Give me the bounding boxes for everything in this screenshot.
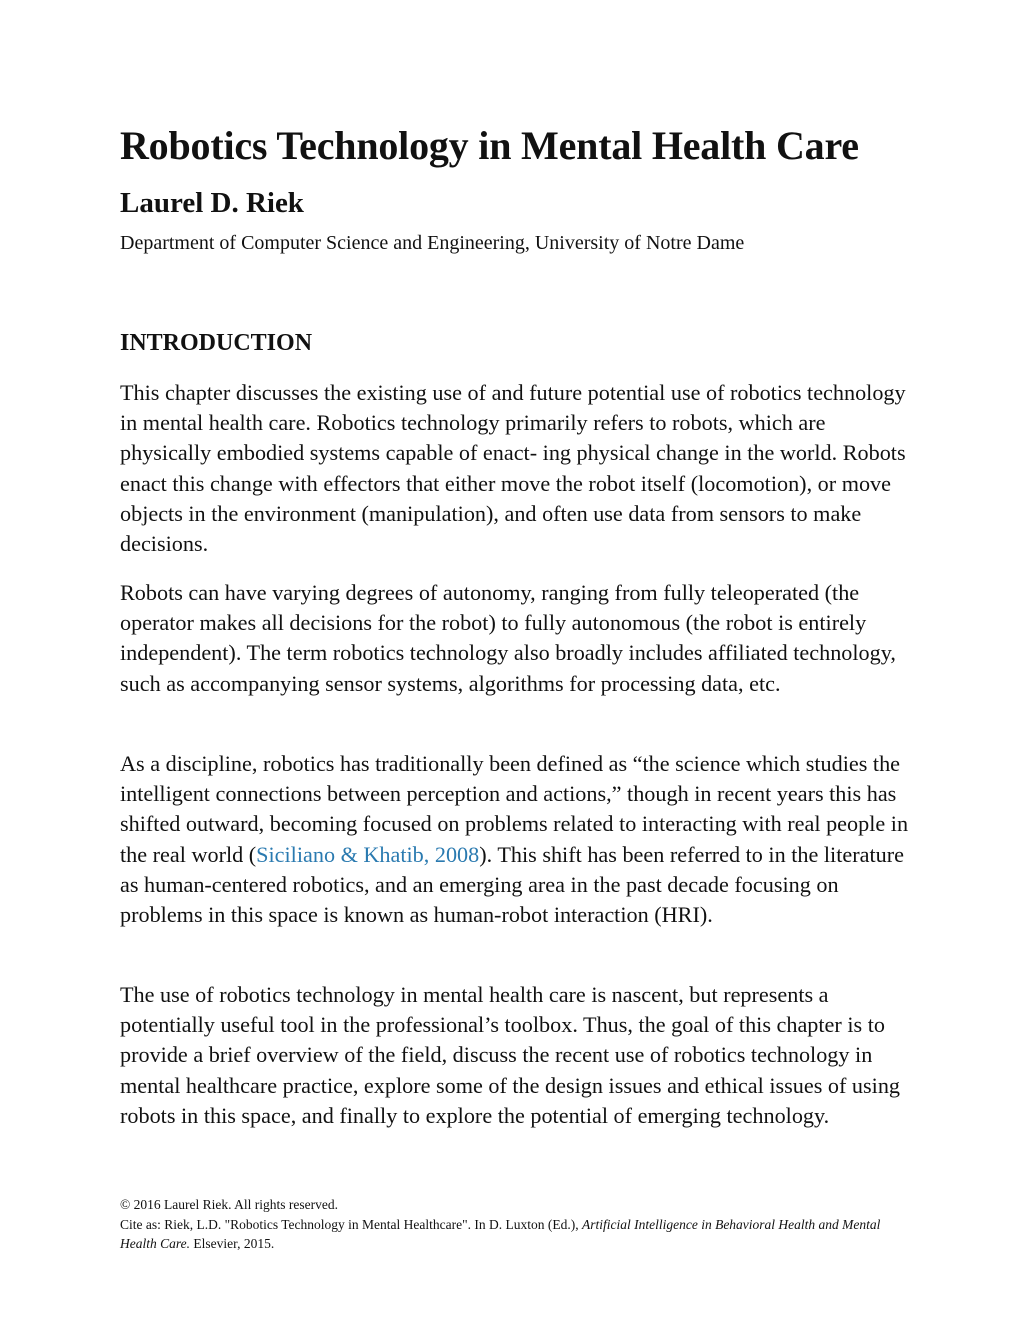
citation-link[interactable]: Siciliano & Khatib, 2008 — [256, 841, 480, 867]
intro-paragraph-1: This chapter discusses the existing use of and future potential use of robotics technology in mental health care. Robotics technology primarily refers to robots, which are physically embodied systems capable of enact- ing physical change in the world. Robots enact this change with effectors that either move the robot itself (locomotion), or move objects in the environment (manipulation), and often use data from sensors to make decisions. — [120, 380, 906, 557]
paragraph-text: ). This shift has been referred to in the literature as human-centered robotics, and an emerging area in the past decade focusing on problems in this space is known as human-robot interaction (HRI). — [120, 841, 904, 928]
cite-book-title: Artificial Intelligence in Behavioral Health and Mental Health Care. — [120, 1217, 881, 1251]
paragraph-text: As a discipline, robotics has traditionally been defined as “the science which studies the intelligent connections between perception and actions,” though in recent years this has shifted outward, becoming focused on problems related to interacting with real people in the real world ( — [120, 751, 909, 867]
citation-notice — [120, 1215, 910, 1253]
cite-prefix: Cite as: Riek, L.D. "Robotics Technology in Mental Healthcare". In D. Luxton (Ed.), — [120, 1217, 582, 1232]
section-heading-introduction: INTRODUCTION — [120, 330, 313, 356]
cite-suffix: Elsevier, 2015. — [190, 1236, 275, 1251]
author-name: Laurel D. Riek — [120, 187, 304, 219]
paper-title: Robotics Technology in Mental Health Care — [120, 123, 859, 168]
intro-paragraph-3 — [120, 749, 910, 930]
author-affiliation: Department of Computer Science and Engineering, University of Notre Dame — [120, 232, 745, 254]
intro-paragraph-4: The use of robotics technology in mental health care is nascent, but represents a potentially useful tool in the professional’s toolbox. Thus, the goal of this chapter is to provide a brief overview of the field, discuss the recent use of robotics technology in mental healthcare practice, explore some of the design issues and ethical issues of using robots in this space, and finally to explore the potential of emerging technology. — [120, 982, 901, 1128]
intro-paragraph-2: Robots can have varying degrees of autonomy, ranging from fully teleoperated (the operator makes all decisions for the robot) to fully autonomous (the robot is entirely independent). The term robotics technology also broadly includes affiliated technology, such as accompanying sensor systems, algorithms for processing data, etc. — [120, 580, 896, 696]
copyright-notice: © 2016 Laurel Riek. All rights reserved. — [120, 1197, 338, 1212]
